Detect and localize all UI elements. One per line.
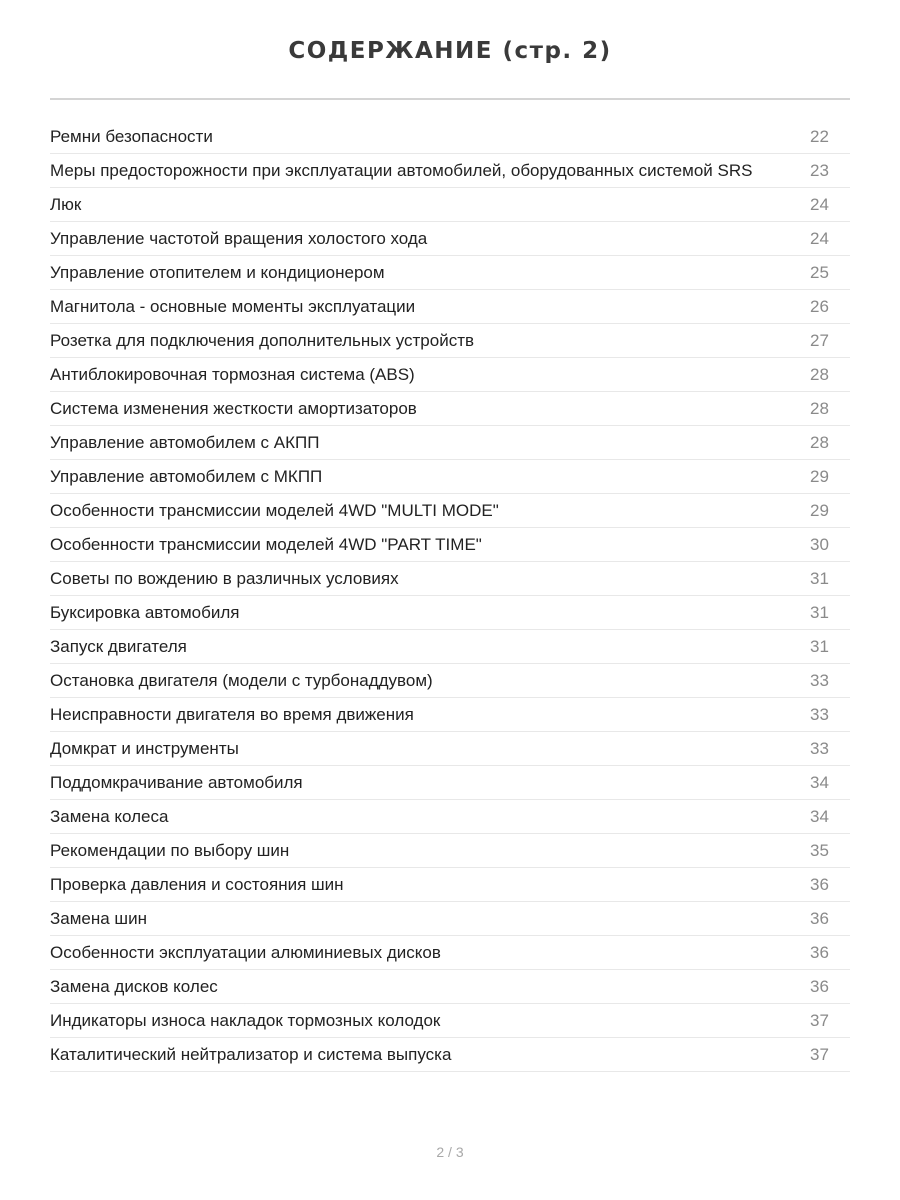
toc-entry-title: Розетка для подключения дополнительных устройств xyxy=(50,330,475,350)
page-indicator: 2 / 3 xyxy=(436,1144,464,1160)
toc-row[interactable] xyxy=(50,562,850,596)
toc-entry-title: Каталитический нейтрализатор и система выпуска xyxy=(50,1044,452,1064)
toc-row[interactable] xyxy=(50,256,850,290)
toc-entry-title: Замена дисков колес xyxy=(50,976,218,996)
toc-entry-page: 31 xyxy=(810,568,829,588)
toc-row[interactable] xyxy=(50,936,850,970)
toc-row[interactable] xyxy=(50,324,850,358)
toc-row[interactable] xyxy=(50,834,850,868)
toc-entry-page: 37 xyxy=(810,1044,829,1064)
toc-entry-title: Поддомкрачивание автомобиля xyxy=(50,772,303,792)
toc-entry-page: 31 xyxy=(810,602,829,622)
toc-entry-page: 27 xyxy=(810,330,829,350)
toc-entry-title: Особенности трансмиссии моделей 4WD "MULTI MODE" xyxy=(50,500,499,520)
toc-entry-title: Управление отопителем и кондиционером xyxy=(50,262,385,282)
toc-row[interactable] xyxy=(50,970,850,1004)
toc-entry-page: 31 xyxy=(810,636,829,656)
toc-entry-page: 34 xyxy=(810,806,829,826)
title-divider xyxy=(50,98,850,100)
toc-entry-page: 36 xyxy=(810,942,829,962)
toc-row[interactable] xyxy=(50,358,850,392)
toc-entry-page: 23 xyxy=(810,160,829,180)
toc-entry-page: 29 xyxy=(810,500,829,520)
toc-entry-page: 33 xyxy=(810,738,829,758)
toc-entry-title: Ремни безопасности xyxy=(50,126,213,146)
toc-entry-title: Система изменения жесткости амортизаторов xyxy=(50,398,417,418)
toc-entry-page: 37 xyxy=(810,1010,829,1030)
toc-entry-page: 22 xyxy=(810,126,829,146)
toc-entry-page: 28 xyxy=(810,398,829,418)
toc-row[interactable] xyxy=(50,392,850,426)
toc-row[interactable] xyxy=(50,188,850,222)
toc-row[interactable] xyxy=(50,766,850,800)
toc-row[interactable] xyxy=(50,222,850,256)
toc-entry-title: Меры предосторожности при эксплуатации автомобилей, оборудованных системой SRS xyxy=(50,160,753,180)
toc-entry-title: Магнитола - основные моменты эксплуатации xyxy=(50,296,416,316)
toc-row[interactable] xyxy=(50,596,850,630)
toc-entry-title: Люк xyxy=(50,194,82,214)
toc-row[interactable] xyxy=(50,902,850,936)
toc-entry-title: Рекомендации по выбору шин xyxy=(50,840,290,860)
toc-row[interactable] xyxy=(50,732,850,766)
toc-row[interactable] xyxy=(50,630,850,664)
toc-row[interactable] xyxy=(50,1004,850,1038)
toc-entry-title: Особенности трансмиссии моделей 4WD "PART TIME" xyxy=(50,534,482,554)
toc-entry-page: 33 xyxy=(810,670,829,690)
toc-entry-title: Управление автомобилем с МКПП xyxy=(50,466,323,486)
toc-entry-title: Индикаторы износа накладок тормозных колодок xyxy=(50,1010,441,1030)
toc-entry-title: Особенности эксплуатации алюминиевых дисков xyxy=(50,942,441,962)
table-of-contents xyxy=(50,120,850,1072)
toc-entry-page: 34 xyxy=(810,772,829,792)
toc-row[interactable] xyxy=(50,290,850,324)
toc-entry-page: 26 xyxy=(810,296,829,316)
toc-entry-page: 28 xyxy=(810,364,829,384)
toc-row[interactable] xyxy=(50,698,850,732)
toc-row[interactable] xyxy=(50,1038,850,1072)
toc-entry-title: Антиблокировочная тормозная система (ABS) xyxy=(50,364,415,384)
page-title: СОДЕРЖАНИЕ (стр. 2) xyxy=(288,38,612,64)
toc-entry-page: 36 xyxy=(810,908,829,928)
toc-entry-title: Запуск двигателя xyxy=(50,636,187,656)
toc-row[interactable] xyxy=(50,494,850,528)
toc-entry-title: Советы по вождению в различных условиях xyxy=(50,568,399,588)
toc-entry-title: Управление частотой вращения холостого хода xyxy=(50,228,428,248)
toc-entry-page: 24 xyxy=(810,228,829,248)
toc-entry-title: Замена шин xyxy=(50,908,147,928)
toc-entry-page: 28 xyxy=(810,432,829,452)
toc-row[interactable] xyxy=(50,868,850,902)
toc-row[interactable] xyxy=(50,426,850,460)
toc-row[interactable] xyxy=(50,460,850,494)
toc-entry-page: 36 xyxy=(810,874,829,894)
toc-entry-page: 35 xyxy=(810,840,829,860)
toc-entry-page: 33 xyxy=(810,704,829,724)
toc-row[interactable] xyxy=(50,664,850,698)
toc-entry-page: 29 xyxy=(810,466,829,486)
toc-entry-page: 25 xyxy=(810,262,829,282)
toc-entry-page: 36 xyxy=(810,976,829,996)
toc-row[interactable] xyxy=(50,800,850,834)
toc-entry-title: Буксировка автомобиля xyxy=(50,602,240,622)
toc-entry-title: Остановка двигателя (модели с турбонаддувом) xyxy=(50,670,433,690)
toc-entry-title: Неисправности двигателя во время движения xyxy=(50,704,414,724)
toc-row[interactable] xyxy=(50,528,850,562)
toc-entry-title: Замена колеса xyxy=(50,806,169,826)
toc-row[interactable] xyxy=(50,154,850,188)
toc-entry-page: 30 xyxy=(810,534,829,554)
toc-row[interactable] xyxy=(50,120,850,154)
toc-entry-title: Домкрат и инструменты xyxy=(50,738,239,758)
toc-entry-page: 24 xyxy=(810,194,829,214)
toc-entry-title: Управление автомобилем с АКПП xyxy=(50,432,320,452)
toc-entry-title: Проверка давления и состояния шин xyxy=(50,874,344,894)
